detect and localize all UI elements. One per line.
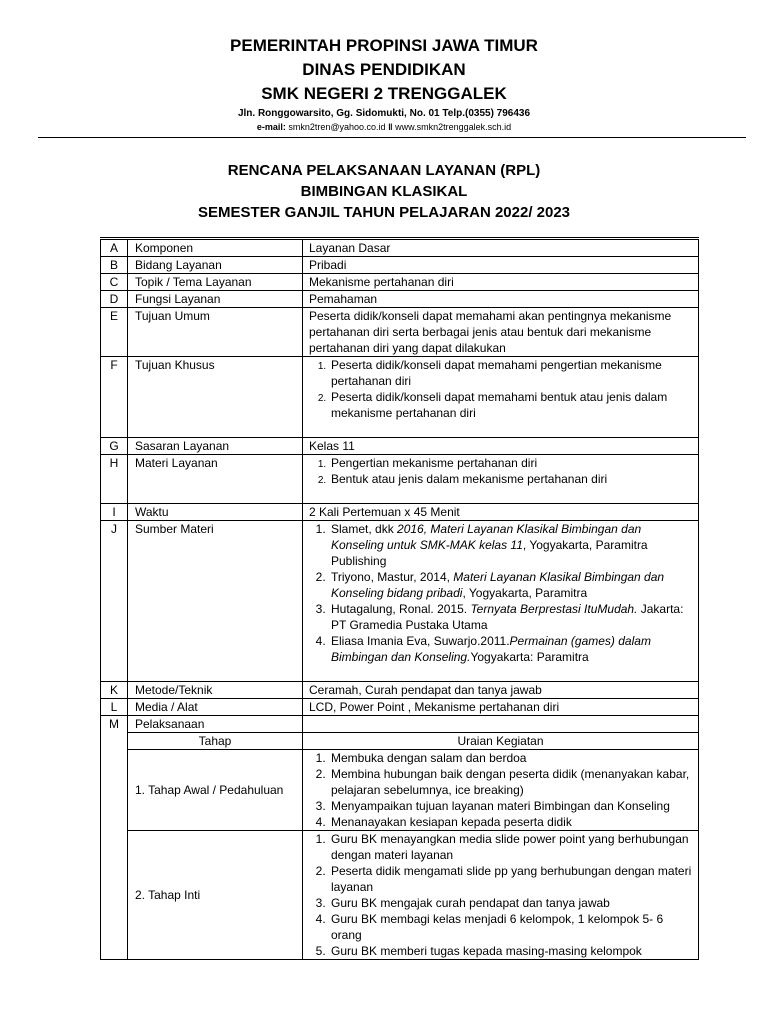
row-code: M [101,716,128,960]
row-l [101,699,699,716]
row-label: Sasaran Layanan [128,438,303,455]
inti-list [309,831,694,959]
website: www.smkn2trenggalek.sch.id [395,122,512,132]
row-label: Pelaksanaan [128,716,303,733]
row-code: F [101,357,128,438]
tahap-inti-row [101,831,699,960]
row-code: E [101,308,128,357]
letterhead-rule [38,137,746,138]
row-label: Komponen [128,239,303,257]
row-label: Tujuan Khusus [128,357,303,438]
pelaksanaan-header [101,733,699,750]
row-code: G [101,438,128,455]
list-item: 2. Triyono, Mastur, 2014, Materi Layanan Klasikal Bimbingan dan Konseling bidang pribadi, Yogyakarta, Paramitra [329,569,694,601]
row-value: Mekanisme pertahanan diri [303,274,699,291]
row-value: LCD, Power Point , Mekanisme pertahanan diri [303,699,699,716]
doc-semester: SEMESTER GANJIL TAHUN PELAJARAN 2022/ 2023 [197,204,571,221]
tujuan-khusus-list [309,357,694,421]
row-code: J [101,521,128,682]
row-value: Pribadi [303,257,699,274]
row-value: Pemahaman [303,291,699,308]
row-code: C [101,274,128,291]
row-label: Bidang Layanan [128,257,303,274]
list-item: 1. Slamet, dkk 2016, Materi Layanan Klasikal Bimbingan dan Konseling untuk SMK-MAK kelas 11, Yogyakarta, Paramitra Publishing [329,521,694,569]
row-value: 2 Kali Pertemuan x 45 Menit [303,504,699,521]
rpl-table [100,237,699,960]
email-label: e-mail: [256,122,286,132]
list-item: 3. Menyampaikan tujuan layanan materi Bimbingan dan Konseling [329,798,694,814]
row-label: Metode/Teknik [128,682,303,699]
row-label: Fungsi Layanan [128,291,303,308]
letterhead-department: DINAS PENDIDIKAN [302,60,466,79]
tahap-inti-label: 2. Tahap Inti [128,831,303,960]
row-a [101,239,699,257]
materi-list [309,455,694,487]
letterhead-address: Jln. Ronggowarsito, Gg. Sidomukti, No. 01 Telp.(0355) 796436 [237,108,531,119]
row-e [101,308,699,357]
tahap-awal-activities [303,750,699,831]
row-value: Ceramah, Curah pendapat dan tanya jawab [303,682,699,699]
row-label: Tujuan Umum [128,308,303,357]
row-value [303,521,699,682]
email-address: smkn2tren@yahoo.co.id [288,122,386,132]
row-m [101,716,699,733]
awal-list [309,750,694,830]
list-item: 3. Hutagalung, Ronal. 2015. Ternyata Berprestasi ItuMudah. Jakarta: PT Gramedia Pustaka Utama [329,601,694,633]
row-value [303,455,699,504]
tahap-awal-row [101,750,699,831]
doc-subtitle: BIMBINGAN KLASIKAL [300,183,468,200]
row-code: B [101,257,128,274]
tahap-awal-label: 1. Tahap Awal / Pedahuluan [128,750,303,831]
row-code: D [101,291,128,308]
row-code: A [101,239,128,257]
row-value [303,716,699,733]
list-item: 1. Pengertian mekanisme pertahanan diri [329,455,694,471]
list-item: 4. Menanayakan kesiapan kepada peserta didik [329,814,694,830]
col-uraian: Uraian Kegiatan [303,733,699,750]
sumber-list [309,521,694,665]
row-value: Kelas 11 [303,438,699,455]
row-j [101,521,699,682]
row-b [101,257,699,274]
letterhead-government: PEMERINTAH PROPINSI JAWA TIMUR [230,36,538,55]
list-item: 5. Guru BK memberi tugas kepada masing-masing kelompok [329,943,694,959]
list-item: 4. Guru BK membagi kelas menjadi 6 kelompok, 1 kelompok 5- 6 orang [329,911,694,943]
row-label: Media / Alat [128,699,303,716]
list-item: 1. Guru BK menayangkan media slide power point yang berhubungan dengan materi layanan [329,831,694,863]
row-f [101,357,699,438]
row-code: H [101,455,128,504]
row-code: K [101,682,128,699]
row-d [101,291,699,308]
row-label: Waktu [128,504,303,521]
tahap-inti-activities [303,831,699,960]
list-item: 4. Eliasa Imania Eva, Suwarjo.2011.Permainan (games) dalam Bimbingan dan Konseling.Yogyakarta: Paramitra [329,633,694,665]
row-label: Materi Layanan [128,455,303,504]
list-item: 3. Guru BK mengajak curah pendapat dan tanya jawab [329,895,694,911]
row-label: Topik / Tema Layanan [128,274,303,291]
row-code: I [101,504,128,521]
row-code: L [101,699,128,716]
row-value [303,357,699,438]
doc-title: RENCANA PELAKSANAAN LAYANAN (RPL) [227,162,541,179]
list-item: 2. Bentuk atau jenis dalam mekanisme pertahanan diri [329,471,694,487]
list-item: 2. Peserta didik mengamati slide pp yang berhubungan dengan materi layanan [329,863,694,895]
col-tahap: Tahap [128,733,303,750]
row-label: Sumber Materi [128,521,303,682]
row-c [101,274,699,291]
list-item: 2. Membina hubungan baik dengan peserta didik (menanyakan kabar, pelajaran sebelumnya, ice breaking) [329,766,694,798]
list-item: 2. Peserta didik/konseli dapat memahami bentuk atau jenis dalam mekanisme pertahanan diri [329,389,694,421]
row-h [101,455,699,504]
list-item: 1. Peserta didik/konseli dapat memahami pengertian mekanisme pertahanan diri [329,357,694,389]
row-k [101,682,699,699]
row-i [101,504,699,521]
row-value: Peserta didik/konseli dapat memahami akan pentingnya mekanisme pertahanan diri serta berbagai jenis atau bentuk dari mekanisme pertahanan diri yang dapat dilakukan [303,308,699,357]
contact-separator: ‖ [388,122,393,132]
list-item: 1. Membuka dengan salam dan berdoa [329,750,694,766]
row-value: Layanan Dasar [303,239,699,257]
letterhead-school: SMK NEGERI 2 TRENGGALEK [261,84,507,103]
row-g [101,438,699,455]
letterhead-contact [0,122,768,132]
